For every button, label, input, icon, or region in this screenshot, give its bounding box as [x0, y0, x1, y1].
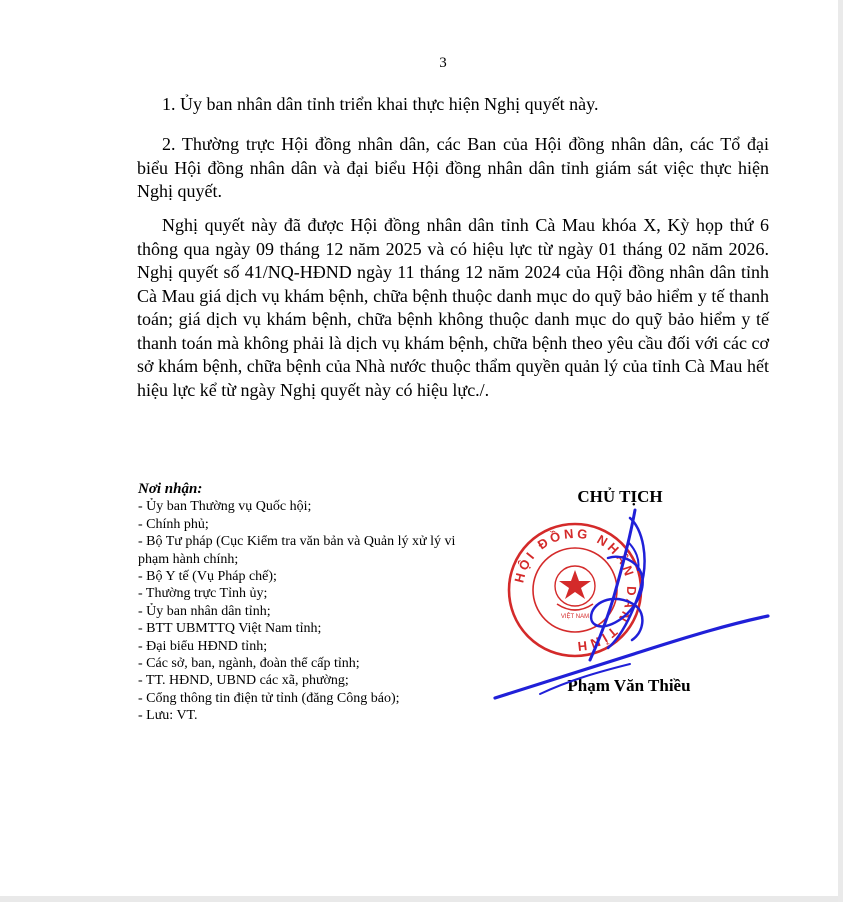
page-bottom-edge	[0, 896, 843, 902]
recipients-block	[138, 481, 468, 725]
paragraph-3	[137, 214, 769, 402]
recipient-item: - Bộ Tư pháp (Cục Kiểm tra văn bản và Quản lý xử lý vi phạm hành chính;	[138, 534, 456, 567]
recipient-item: - Các sở, ban, ngành, đoàn thể cấp tỉnh;	[138, 656, 360, 672]
page-right-edge	[838, 0, 843, 902]
recipient-item: - Ủy ban Thường vụ Quốc hội;	[138, 499, 312, 515]
handwritten-signature	[480, 498, 780, 718]
paragraph-2	[137, 133, 769, 204]
seal-ring-text: HỘI ĐỒNG NHÂN DÂN TỈNH	[511, 525, 640, 655]
page-number: 3	[439, 55, 447, 71]
recipient-item: - Lưu: VT.	[138, 708, 198, 724]
paragraph-1	[137, 93, 769, 117]
paragraph-3-text: Nghị quyết này đã được Hội đồng nhân dân tỉnh Cà Mau khóa X, Kỳ họp thứ 6 thông qua ngày 09 tháng 12 năm 2025 và có hiệu lực từ ngày 01 tháng 02 năm 2026. Nghị quyết số 41/NQ-HĐND ngày 11 tháng 12 năm 2024 của Hội đồng nhân dân tỉnh Cà Mau giá dịch vụ khám bệnh, chữa bệnh thuộc danh mục do quỹ bảo hiểm y tế thanh toán; giá dịch vụ khám bệnh, chữa bệnh không thuộc danh mục do quỹ bảo hiểm y tế thanh toán mà không phải là dịch vụ khám bệnh, chữa bệnh theo yêu cầu đối với các cơ sở khám bệnh, chữa bệnh của Nhà nước thuộc thẩm quyền quản lý của tỉnh Cà Mau hết hiệu lực kể từ ngày Nghị quyết này có hiệu lực./.	[137, 215, 769, 400]
recipients-list	[138, 498, 468, 724]
signer-name: Phạm Văn Thiều	[567, 676, 691, 695]
recipient-item: - Đại biểu HĐND tỉnh;	[138, 638, 268, 654]
recipient-item: - BTT UBMTTQ Việt Nam tỉnh;	[138, 621, 322, 637]
paragraph-1-text: 1. Ủy ban nhân dân tỉnh triển khai thực hiện Nghị quyết này.	[162, 94, 599, 114]
paragraph-2-text: 2. Thường trực Hội đồng nhân dân, các Ban của Hội đồng nhân dân, các Tổ đại biểu Hội đồng nhân dân và đại biểu Hội đồng nhân dân tỉnh giám sát việc thực hiện Nghị quyết.	[137, 134, 769, 201]
recipient-item: - Bộ Y tế (Vụ Pháp chế);	[138, 569, 277, 585]
recipient-item: - Cổng thông tin điện tử tỉnh (đăng Công báo);	[138, 690, 400, 706]
seal-emblem-text: VIỆT NAM	[560, 614, 590, 620]
recipient-item: - Chính phủ;	[138, 516, 209, 532]
recipients-title: Nơi nhận:	[138, 481, 203, 497]
signer-position: CHỦ TỊCH	[577, 487, 663, 506]
recipient-item: - Thường trực Tỉnh ủy;	[138, 586, 268, 602]
recipient-item: - Ủy ban nhân dân tỉnh;	[138, 603, 271, 619]
recipient-item: - TT. HĐND, UBND các xã, phường;	[138, 673, 349, 689]
